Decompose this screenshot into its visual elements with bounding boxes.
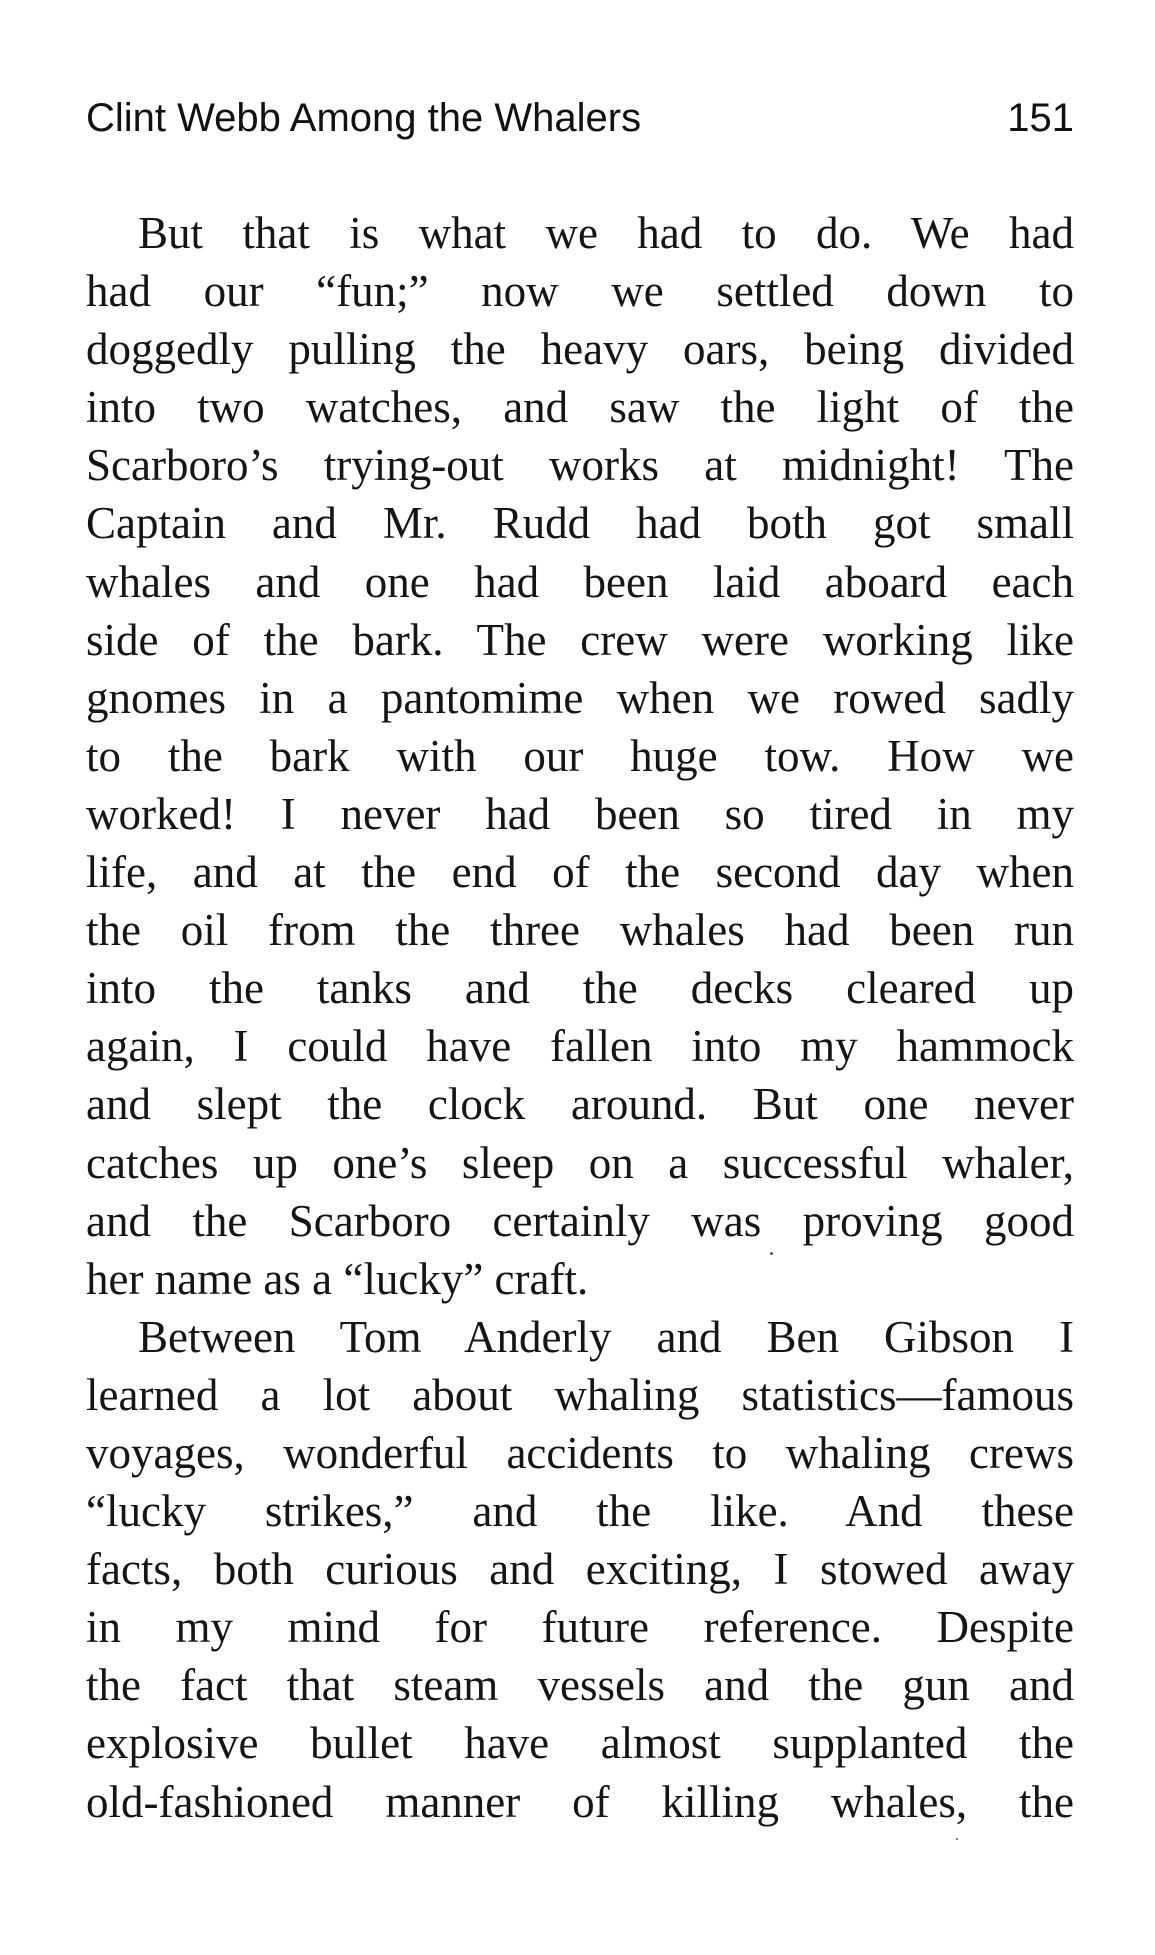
text-line: the fact that steam vessels and the gun and	[86, 1660, 1074, 1711]
text-line: doggedly pulling the heavy oars, being divided	[86, 324, 1074, 375]
text-line: learned a lot about whaling statistics—famous	[86, 1369, 1074, 1420]
text-line: the oil from the three whales had been run	[86, 905, 1074, 956]
text-line: had our “fun;” now we settled down to	[86, 266, 1074, 317]
text-line: in my mind for future reference. Despite	[86, 1602, 1074, 1653]
text-line: into the tanks and the decks cleared up	[86, 963, 1074, 1014]
text-line: old-fashioned manner of killing whales, the	[86, 1776, 1074, 1827]
running-title: Clint Webb Among the Whalers	[86, 96, 642, 140]
text-line: Scarboro’s trying-out works at midnight! The	[86, 440, 1074, 491]
page-number: 151	[1007, 96, 1074, 140]
text-line: worked! I never had been so tired in my	[86, 788, 1074, 839]
running-head	[86, 88, 1074, 148]
text-line: But that is what we had to do. We had	[138, 208, 1074, 258]
body-text	[86, 204, 1074, 1831]
text-line: life, and at the end of the second day when	[86, 847, 1074, 898]
text-line: side of the bark. The crew were working like	[86, 614, 1074, 665]
text-line: gnomes in a pantomime when we rowed sadly	[86, 672, 1074, 723]
text-line: and slept the clock around. But one never	[86, 1079, 1074, 1130]
text-line: catches up one’s sleep on a successful whaler,	[86, 1137, 1074, 1188]
text-line: and the Scarboro certainly was proving good	[86, 1195, 1074, 1246]
text-line: voyages, wonderful accidents to whaling crews	[86, 1427, 1074, 1478]
text-line: “lucky strikes,” and the like. And these	[86, 1486, 1074, 1537]
text-line: to the bark with our huge tow. How we	[86, 730, 1074, 781]
ink-speck	[956, 1838, 958, 1840]
text-line: again, I could have fallen into my hammock	[86, 1021, 1074, 1072]
text-line: explosive bullet have almost supplanted the	[86, 1718, 1074, 1769]
text-line: Captain and Mr. Rudd had both got small	[86, 498, 1074, 549]
text-line: facts, both curious and exciting, I stowed away	[86, 1544, 1074, 1595]
text-line: her name as a “lucky” craft.	[86, 1253, 589, 1304]
text-line: whales and one had been laid aboard each	[86, 556, 1074, 607]
ink-speck	[770, 1252, 773, 1255]
text-line: Between Tom Anderly and Ben Gibson I	[138, 1311, 1074, 1362]
text-line: into two watches, and saw the light of the	[86, 382, 1074, 433]
